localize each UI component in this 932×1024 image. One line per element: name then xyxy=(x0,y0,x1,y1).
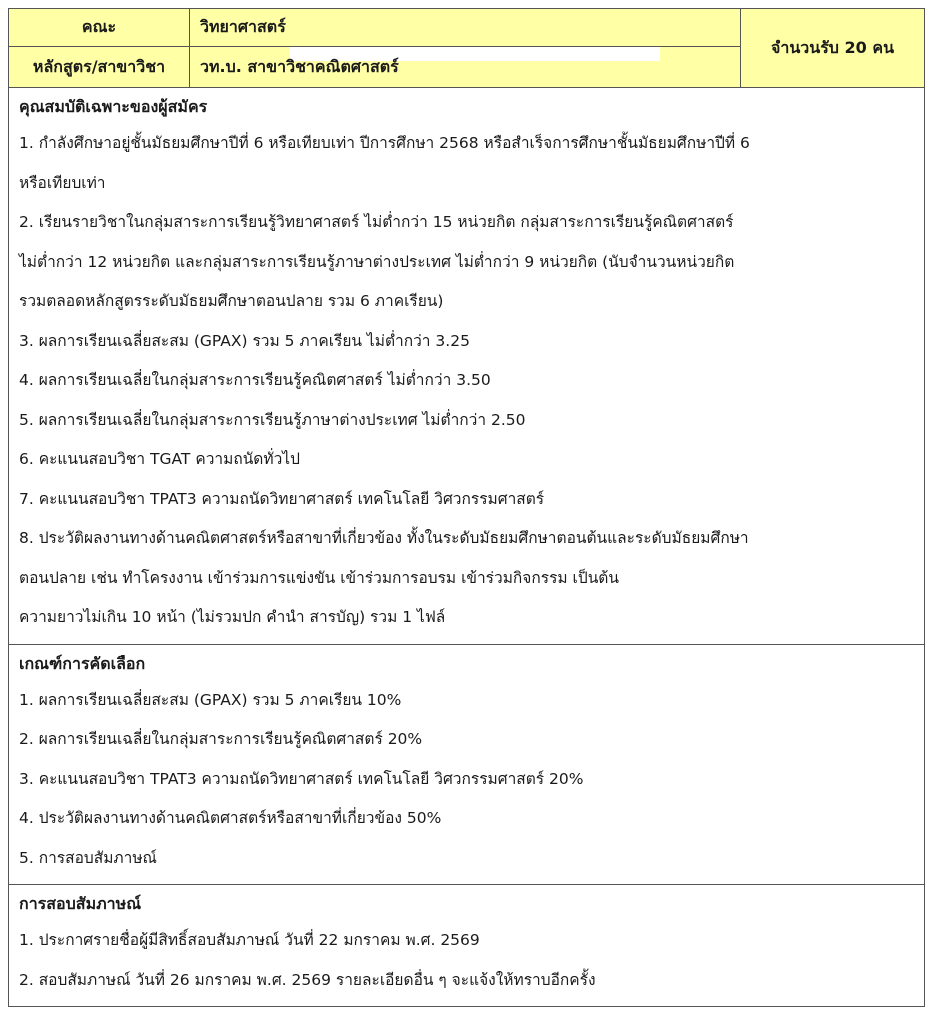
qualifications-section xyxy=(9,88,924,645)
qualification-line: 5. ผลการเรียนเฉลี่ยในกลุ่มสาระการเรียนรู้ภาษาต่างประเทศ ไม่ต่ำกว่า 2.50 xyxy=(19,410,526,429)
criteria-section xyxy=(9,645,924,886)
criteria-line: 1. ผลการเรียนเฉลี่ยสะสม (GPAX) รวม 5 ภาคเรียน 10% xyxy=(19,690,402,709)
qualification-line: 1. กำลังศึกษาอยู่ชั้นมัธยมศึกษาปีที่ 6 หรือเทียบเท่า ปีการศึกษา 2568 หรือสำเร็จการศึกษาชั้นมัธยมศึกษาปีที่ 6 xyxy=(19,134,750,152)
interview-line: 2. สอบสัมภาษณ์ วันที่ 26 มกราคม พ.ศ. 2569 รายละเอียดอื่น ๆ จะแจ้งให้ทราบอีกครั้ง xyxy=(19,970,596,989)
admission-table xyxy=(8,8,925,1007)
qualification-line: รวมตลอดหลักสูตรระดับมัธยมศึกษาตอนปลาย รวม 6 ภาคเรียน) xyxy=(19,292,444,310)
interview-section xyxy=(9,885,924,1006)
qualification-line: 6. คะแนนสอบวิชา TGAT ความถนัดทั่วไป xyxy=(19,450,300,468)
qualification-line: 8. ประวัติผลงานทางด้านคณิตศาสตร์หรือสาขาที่เกี่ยวข้อง ทั้งในระดับมัธยมศึกษาตอนต้นและระดับมัธยมศึกษา xyxy=(19,529,749,547)
interview-line: 1. ประกาศรายชื่อผู้มีสิทธิ์สอบสัมภาษณ์ วันที่ 22 มกราคม พ.ศ. 2569 xyxy=(19,931,480,949)
interview-title: การสอบสัมภาษณ์ xyxy=(19,894,142,913)
quota-cell: จำนวนรับ 20 คน xyxy=(741,9,924,87)
program-value-cell xyxy=(190,47,741,87)
criteria-line: 3. คะแนนสอบวิชา TPAT3 ความถนัดวิทยาศาสตร์ เทคโนโลยี วิศวกรรมศาสตร์ 20% xyxy=(19,769,584,788)
program-label: หลักสูตร/สาขาวิชา xyxy=(9,47,190,87)
faculty-value: วิทยาศาสตร์ xyxy=(190,9,741,47)
program-header xyxy=(9,9,924,88)
qualification-line: ตอนปลาย เช่น ทำโครงงาน เข้าร่วมการแข่งขัน เข้าร่วมการอบรม เข้าร่วมกิจกรรม เป็นต้น xyxy=(19,568,619,587)
criteria-line: 4. ประวัติผลงานทางด้านคณิตศาสตร์หรือสาขาที่เกี่ยวข้อง 50% xyxy=(19,809,442,827)
criteria-title: เกณฑ์การคัดเลือก xyxy=(19,653,146,673)
qualifications-title: คุณสมบัติเฉพาะของผู้สมัคร xyxy=(19,97,208,116)
qualification-line: 4. ผลการเรียนเฉลี่ยในกลุ่มสาระการเรียนรู้คณิตศาสตร์ ไม่ต่ำกว่า 3.50 xyxy=(19,371,491,389)
qualification-line: 2. เรียนรายวิชาในกลุ่มสาระการเรียนรู้วิทยาศาสตร์ ไม่ต่ำกว่า 15 หน่วยกิต กลุ่มสาระการเรียนรู้คณิตศาสตร์ xyxy=(19,213,734,231)
faculty-label: คณะ xyxy=(9,9,190,47)
criteria-line: 5. การสอบสัมภาษณ์ xyxy=(19,848,157,867)
qualification-line: 7. คะแนนสอบวิชา TPAT3 ความถนัดวิทยาศาสตร์ เทคโนโลยี วิศวกรรมศาสตร์ xyxy=(19,489,545,508)
qualification-line: ไม่ต่ำกว่า 12 หน่วยกิต และกลุ่มสาระการเรียนรู้ภาษาต่างประเทศ ไม่ต่ำกว่า 9 หน่วยกิต (นับจำนวนหน่วยกิต xyxy=(19,252,735,271)
qualification-line: 3. ผลการเรียนเฉลี่ยสะสม (GPAX) รวม 5 ภาคเรียน ไม่ต่ำกว่า 3.25 xyxy=(19,331,470,350)
criteria-line: 2. ผลการเรียนเฉลี่ยในกลุ่มสาระการเรียนรู้คณิตศาสตร์ 20% xyxy=(19,730,423,748)
qualification-line: ความยาวไม่เกิน 10 หน้า (ไม่รวมปก คำนำ สารบัญ) รวม 1 ไฟล์ xyxy=(19,608,446,626)
program-value: วท.บ. สาขาวิชาคณิตศาสตร์ xyxy=(200,56,399,76)
qualification-line: หรือเทียบเท่า xyxy=(19,173,106,192)
